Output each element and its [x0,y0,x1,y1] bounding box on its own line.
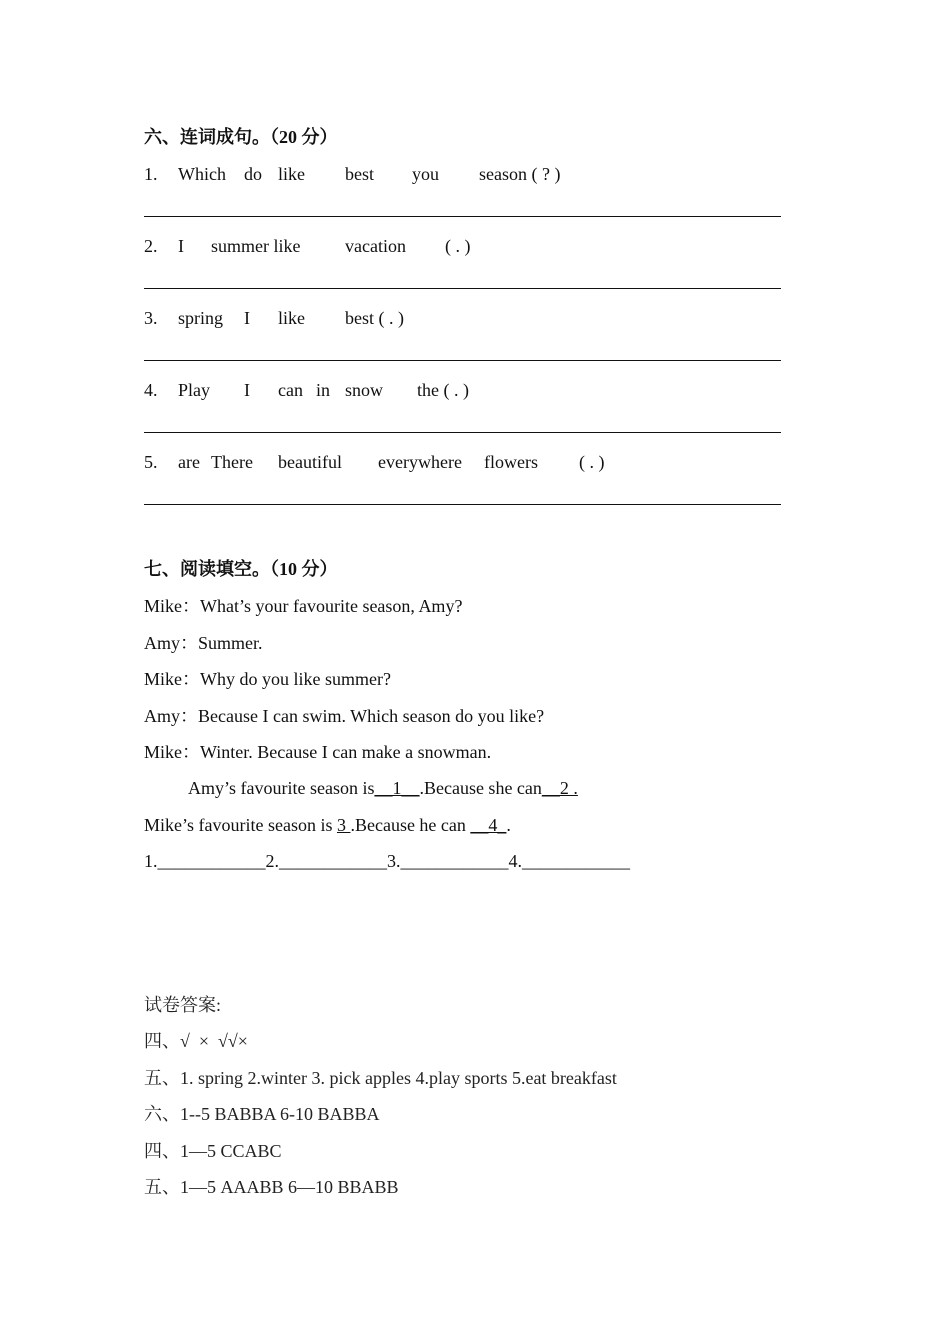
item5-word: flowers [484,452,538,472]
item1-word: best [345,164,374,184]
item3-word: spring [178,308,223,328]
answer-line-text: 四、1—5 CCABC [144,1141,282,1161]
fill-text: .Because he can [350,815,471,835]
blank-4: __4_ [470,815,507,835]
answer-line [144,432,781,433]
item4-word: the ( . ) [417,380,469,400]
item1-word: Which [178,164,226,184]
blank-1: __1__ [374,778,420,798]
dialogue-line: Mike：Winter. Because I can make a snowman. [144,742,492,762]
fill-text: . [506,815,511,835]
item3-number: 3. [144,308,158,328]
answer-line [144,360,781,361]
item5-word: everywhere [378,452,462,472]
item4-word: snow [345,380,384,400]
section7-title: 七、阅读填空。（10 分） [144,559,338,579]
item5-word: beautiful [278,452,342,472]
blank-3: 3 [336,815,351,835]
item5-word: There [211,452,253,472]
item2-word: vacation [345,236,406,256]
item5-word: ( . ) [579,452,605,472]
item3-word: best ( . ) [345,308,404,328]
item4-word: Play [178,380,211,400]
answer-line-text: 四、√ × √√× [144,1031,248,1051]
item3-word: like [278,308,305,328]
item2-number: 2. [144,236,158,256]
item5-word: are [178,452,200,472]
item5-number: 5. [144,452,158,472]
item3-word: I [244,308,250,328]
fill-text: .Because she can [419,778,542,798]
item4-word: I [244,380,250,400]
answer-line [144,288,781,289]
answer-blanks-line: 1.____________2.____________3.____________4.____________ [144,851,630,871]
answer-line [144,216,781,217]
item1-word: season ( ? ) [479,164,561,184]
dialogue-line: Mike：What’s your favourite season, Amy? [144,596,463,616]
item1-word: you [412,164,439,184]
item2-word: ( . ) [445,236,471,256]
item1-number: 1. [144,164,158,184]
answer-line-text: 五、1—5 AAABB 6—10 BBABB [144,1177,399,1197]
item2-word: I [178,236,184,256]
dialogue-line: Amy：Summer. [144,633,263,653]
answer-line-text: 六、1--5 BABBA 6-10 BABBA [144,1104,380,1124]
fill-sentence-amy [188,777,578,799]
fill-sentence-mike [144,814,511,836]
dialogue-line: Amy：Because I can swim. Which season do you like? [144,706,545,726]
answers-title: 试卷答案: [144,995,222,1015]
answer-line-text: 五、1. spring 2.winter 3. pick apples 4.play sports 5.eat breakfast [144,1068,617,1088]
item1-word: like [278,164,305,184]
item4-word: can [278,380,303,400]
dialogue-line: Mike：Why do you like summer? [144,669,391,689]
answer-line [144,504,781,505]
section6-title: 六、连词成句。（20 分） [144,127,338,147]
fill-text: Amy’s favourite season is [188,778,375,798]
fill-text: Mike’s favourite season is [144,815,337,835]
blank-2: __2 . [541,778,578,798]
item1-word: do [244,164,262,184]
item2-word: summer like [211,236,301,256]
item4-word: in [316,380,331,400]
item4-number: 4. [144,380,158,400]
